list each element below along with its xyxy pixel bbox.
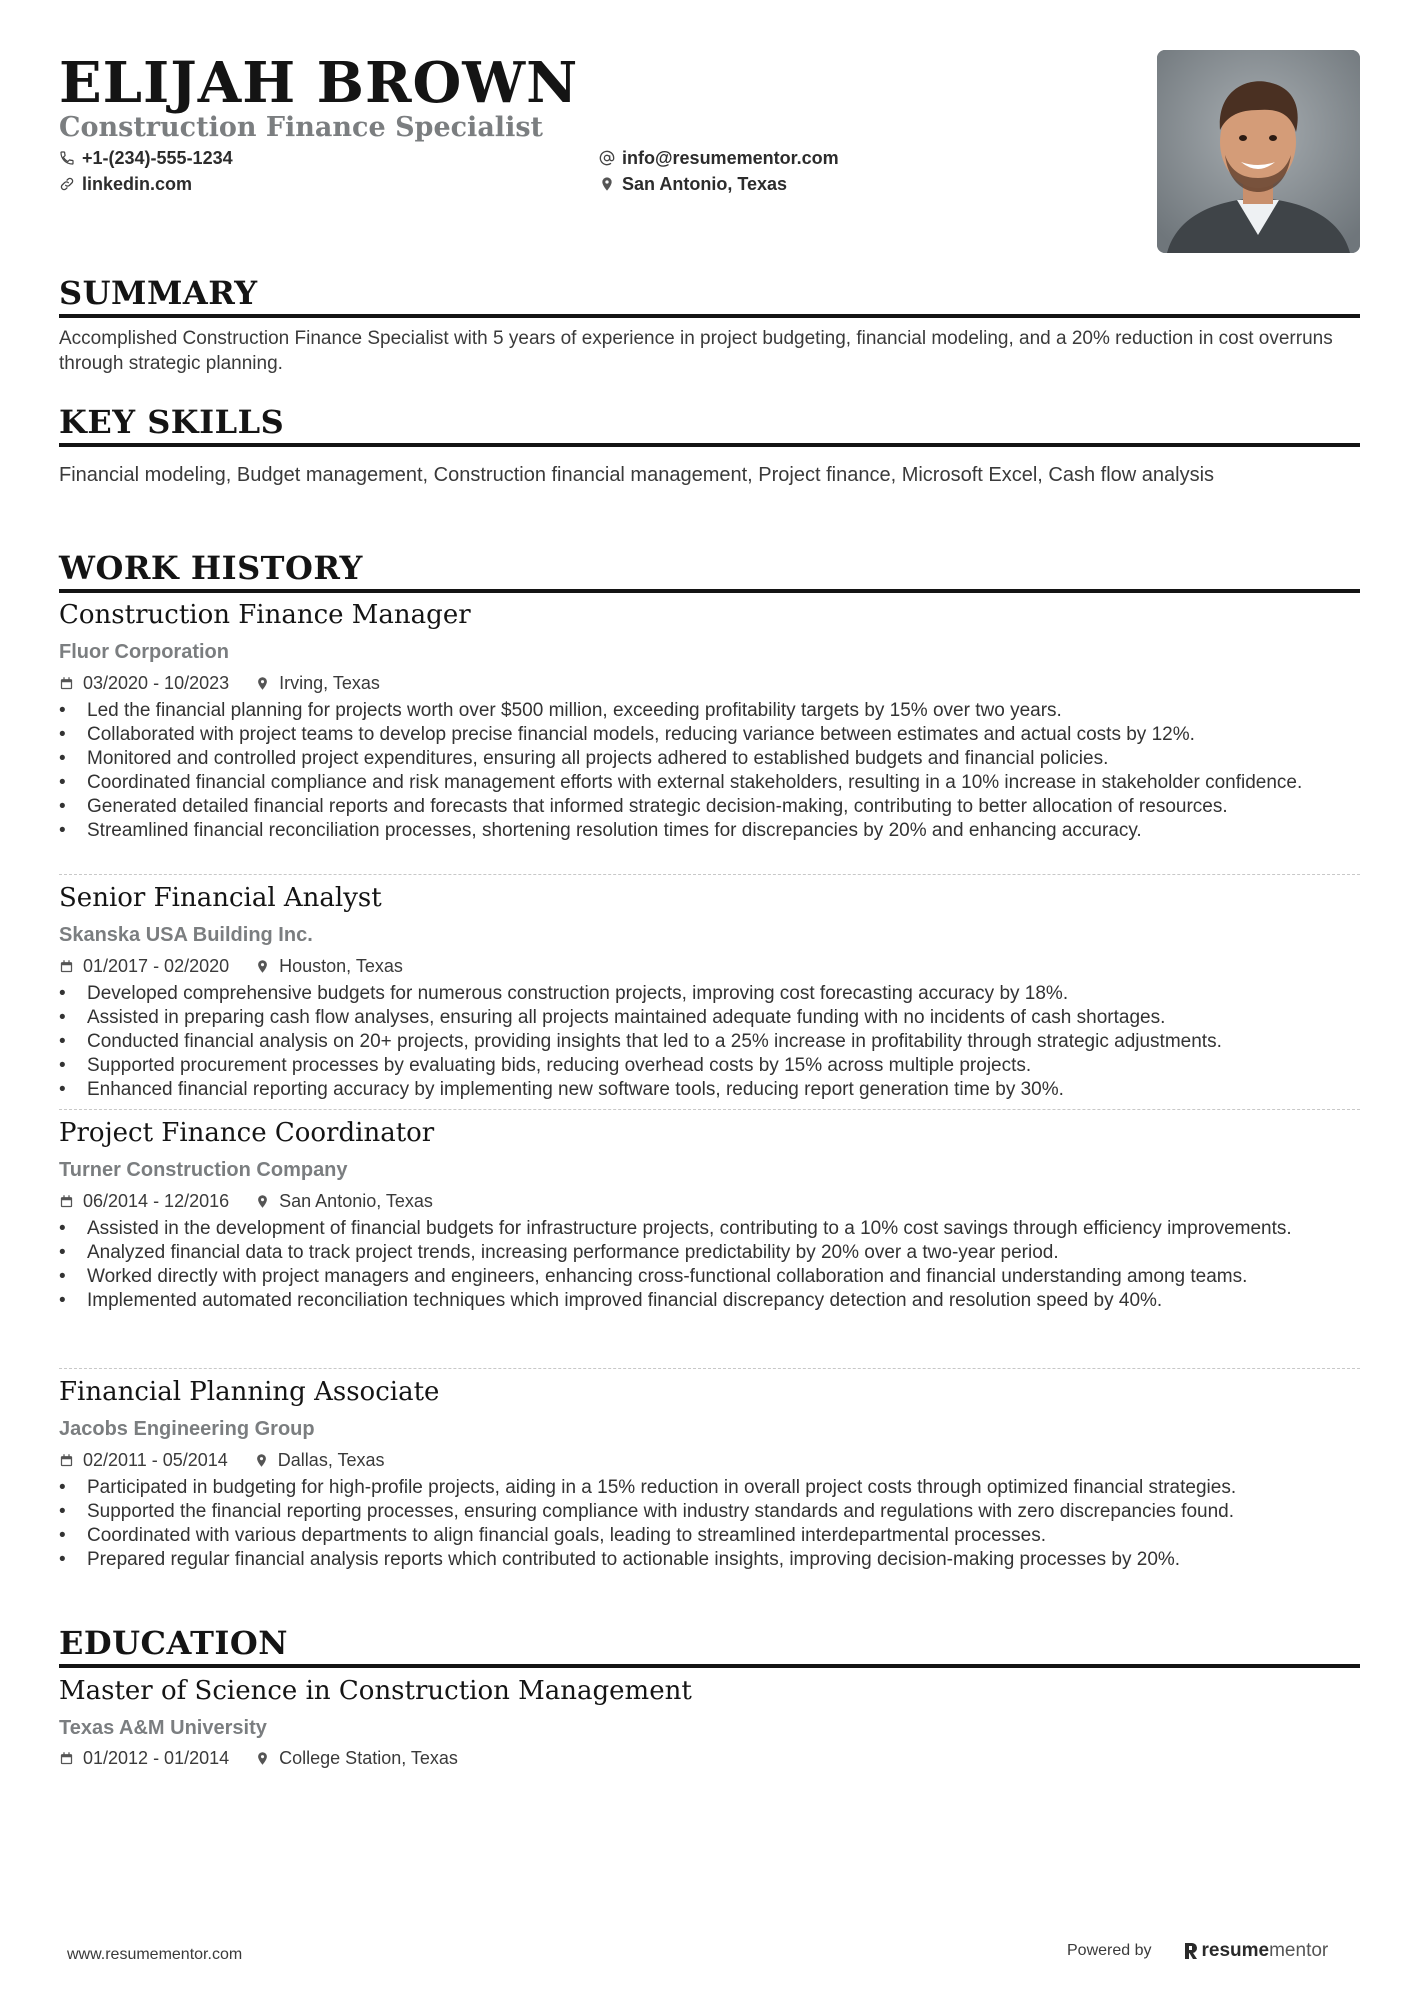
avatar-portrait [1157, 50, 1360, 253]
company-name: Fluor Corporation [59, 641, 229, 663]
job-title: Construction Finance Manager [59, 600, 471, 630]
candidate-name: ELIJAH BROWN [59, 50, 579, 116]
education-dates: 01/2012 - 01/2014 [83, 1748, 230, 1768]
map-pin-icon [255, 959, 270, 974]
job-bullets [59, 1217, 1360, 1313]
job-dates: 01/2017 - 02/2020 [83, 956, 230, 976]
list-item: • Analyzed financial data to track project trends, increasing performance predictability by 20% over a two-year period. [59, 1241, 1360, 1265]
job-location: Houston, Texas [279, 956, 403, 976]
list-item: • Conducted financial analysis on 20+ projects, providing insights that led to a 25% increase in profitability through strategic adjustments. [59, 1030, 1360, 1054]
job-location: Irving, Texas [279, 673, 380, 693]
at-icon [599, 150, 615, 166]
summary-text: Accomplished Construction Finance Specialist with 5 years of experience in project budgeting, financial modeling, and a 20% reduction in cost overruns through strategic planning. [59, 328, 1333, 374]
footer-branding [1067, 1940, 1328, 1962]
list-item: • Developed comprehensive budgets for numerous construction projects, improving cost forecasting accuracy by 18%. [59, 982, 1360, 1006]
list-item: • Generated detailed financial reports and forecasts that informed strategic decision-making, contributing to better allocation of resources. [59, 795, 1360, 819]
school-name: Texas A&M University [59, 1717, 267, 1739]
job-divider [59, 874, 1360, 875]
job-bullets [59, 699, 1360, 843]
list-item: • Assisted in the development of financial budgets for infrastructure projects, contributing to a 10% cost savings through efficiency improvements. [59, 1217, 1360, 1241]
list-item: • Supported procurement processes by evaluating bids, reducing overhead costs by 15% across multiple projects. [59, 1054, 1360, 1078]
brand-light: mentor [1269, 1940, 1329, 1961]
job-bullets [59, 982, 1360, 1102]
powered-by-label: Powered by [1067, 1942, 1152, 1959]
calendar-icon [59, 1751, 74, 1766]
job-title: Senior Financial Analyst [59, 883, 382, 913]
degree-title: Master of Science in Construction Management [59, 1676, 692, 1706]
list-item: • Led the financial planning for projects worth over $500 million, exceeding profitability targets by 15% over two years. [59, 699, 1360, 723]
list-item: • Supported the financial reporting processes, ensuring compliance with industry standards and regulations with zero discrepancies found. [59, 1500, 1360, 1524]
map-pin-icon [255, 676, 270, 691]
company-name: Turner Construction Company [59, 1159, 348, 1181]
education-location: College Station, Texas [279, 1748, 458, 1768]
job-location: Dallas, Texas [277, 1450, 385, 1470]
job-dates: 06/2014 - 12/2016 [83, 1191, 230, 1211]
contact-linkedin [59, 172, 192, 196]
job-meta [59, 671, 380, 695]
map-pin-icon [255, 1194, 270, 1209]
list-item: • Prepared regular financial analysis reports which contributed to actionable insights, improving decision-making processes by 20%. [59, 1548, 1360, 1572]
list-item: • Implemented automated reconciliation techniques which improved financial discrepancy detection and resolution speed by 40%. [59, 1289, 1360, 1313]
job-divider [59, 1109, 1360, 1110]
resumementor-logo-icon [1182, 1941, 1198, 1961]
list-item: • Enhanced financial reporting accuracy by implementing new software tools, reducing report generation time by 30%. [59, 1078, 1360, 1102]
candidate-title: Construction Finance Specialist [59, 112, 543, 143]
job-meta [59, 954, 403, 978]
job-divider [59, 1368, 1360, 1369]
job-location: San Antonio, Texas [279, 1191, 433, 1211]
skills-text: Financial modeling, Budget management, Construction financial management, Project finance, Microsoft Excel, Cash flow analysis [59, 464, 1215, 486]
job-meta [59, 1448, 385, 1472]
job-dates: 03/2020 - 10/2023 [83, 673, 230, 693]
calendar-icon [59, 959, 74, 974]
skills-heading: KEY SKILLS [59, 403, 1360, 447]
calendar-icon [59, 1453, 74, 1468]
location-text: San Antonio, Texas [622, 174, 788, 194]
list-item: • Coordinated with various departments to align financial goals, leading to streamlined interdepartmental processes. [59, 1524, 1360, 1548]
list-item: • Coordinated financial compliance and risk management efforts with external stakeholders, resulting in a 10% increase in stakeholder confidence. [59, 771, 1360, 795]
job-title: Project Finance Coordinator [59, 1118, 435, 1148]
list-item: • Participated in budgeting for high-profile projects, aiding in a 15% reduction in overall project costs through optimized financial strategies. [59, 1476, 1360, 1500]
linkedin-text: linkedin.com [82, 174, 193, 194]
map-pin-icon [599, 176, 615, 192]
company-name: Jacobs Engineering Group [59, 1418, 315, 1440]
list-item: • Assisted in preparing cash flow analyses, ensuring all projects maintained adequate funding with no incidents of cash shortages. [59, 1006, 1360, 1030]
map-pin-icon [254, 1453, 269, 1468]
contact-email [599, 146, 839, 170]
footer-website[interactable]: www.resumementor.com [67, 1946, 243, 1963]
list-item: • Worked directly with project managers and engineers, enhancing cross-functional collaboration and financial understanding among teams. [59, 1265, 1360, 1289]
job-bullets [59, 1476, 1360, 1572]
job-title: Financial Planning Associate [59, 1377, 440, 1407]
phone-text: +1-(234)-555-1234 [82, 148, 233, 168]
job-meta [59, 1189, 433, 1213]
list-item: • Monitored and controlled project expenditures, ensuring all projects adhered to established budgets and financial policies. [59, 747, 1360, 771]
work-history-heading: WORK HISTORY [59, 549, 1360, 593]
calendar-icon [59, 1194, 74, 1209]
list-item: • Collaborated with project teams to develop precise financial models, reducing variance between estimates and actual costs by 12%. [59, 723, 1360, 747]
profile-photo [1157, 50, 1360, 253]
brand-logo[interactable] [1182, 1940, 1329, 1962]
phone-icon [59, 150, 75, 166]
list-item: • Streamlined financial reconciliation processes, shortening resolution times for discrepancies by 20% and enhancing accuracy. [59, 819, 1360, 843]
brand-bold: resume [1201, 1940, 1270, 1961]
email-text: info@resumementor.com [622, 148, 839, 168]
contact-phone [59, 146, 233, 170]
company-name: Skanska USA Building Inc. [59, 924, 313, 946]
contact-location [599, 172, 787, 196]
summary-heading: SUMMARY [59, 274, 1360, 318]
map-pin-icon [255, 1751, 270, 1766]
education-heading: EDUCATION [59, 1624, 1360, 1668]
education-meta [59, 1746, 458, 1770]
link-icon [59, 176, 75, 192]
job-dates: 02/2011 - 05/2014 [83, 1450, 228, 1470]
calendar-icon [59, 676, 74, 691]
